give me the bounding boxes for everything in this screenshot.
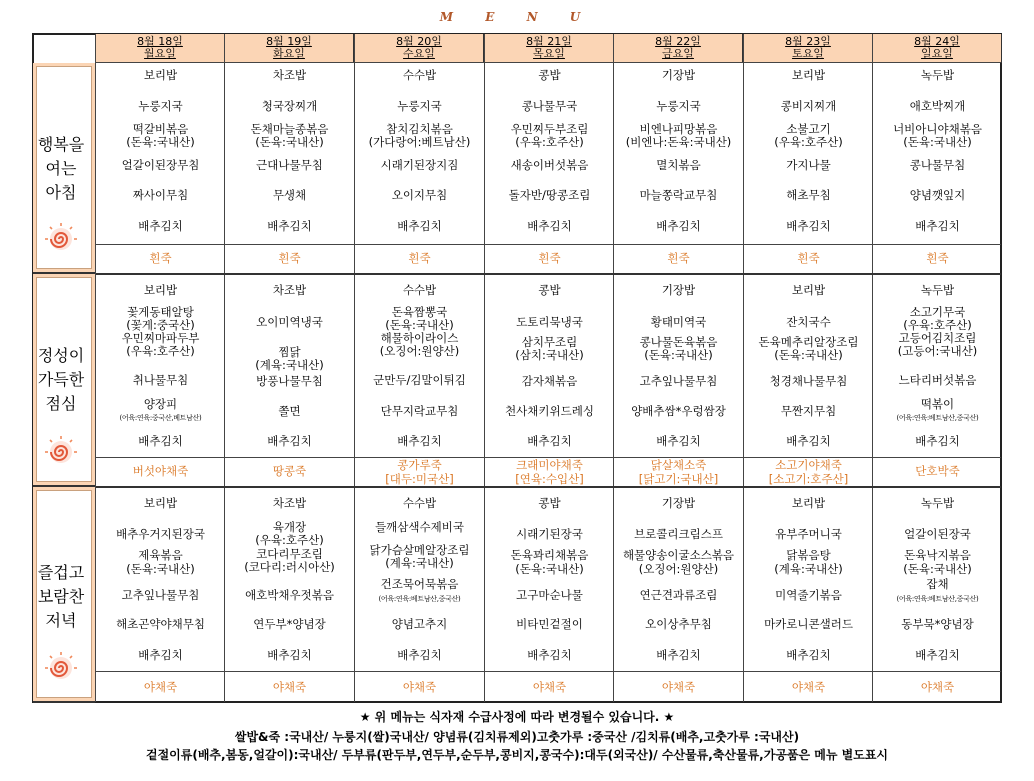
menu-item: (비엔나:돈육:국내산) xyxy=(625,135,732,149)
menu-item: 배추김치 xyxy=(527,434,572,448)
meal-section-label-line: 행복을 xyxy=(37,135,85,154)
menu-item: (꽃게:중국산) xyxy=(126,318,195,332)
day-header-cell xyxy=(614,34,743,63)
menu-item: 꽃게동태알탕 xyxy=(127,305,194,319)
change-notice: ★ 위 메뉴는 식자재 수급사정에 따라 변경될수 있습니다. ★ xyxy=(359,710,675,724)
menu-item: 콩밥 xyxy=(538,283,561,297)
menu-item: [닭고기:국내산] xyxy=(638,472,719,486)
menu-item: 누룽지국 xyxy=(656,99,701,113)
menu-item: 멸치볶음 xyxy=(656,158,701,172)
menu-item: 시래기된장지짐 xyxy=(380,158,459,172)
menu-item: 양배추쌈*우렁쌈장 xyxy=(631,404,726,418)
menu-item: 닭살채소죽 xyxy=(650,458,707,472)
menu-item: 기장밥 xyxy=(661,68,696,82)
menu-item: 야채죽 xyxy=(532,680,567,694)
menu-item: (돈육:국내산) xyxy=(126,562,195,576)
menu-item: 배추김치 xyxy=(138,648,183,662)
menu-item: 누룽지국 xyxy=(397,99,442,113)
menu-item: 고추잎나물무침 xyxy=(121,588,200,602)
menu-item: (코다리:러시아산) xyxy=(244,560,335,574)
menu-item: 잔치국수 xyxy=(786,315,831,329)
menu-item: 닭볶음탕 xyxy=(786,548,831,562)
day-date: 8월 19일 xyxy=(266,35,312,48)
menu-item: 누룽지국 xyxy=(138,99,183,113)
menu-item: 들깨삼색수제비국 xyxy=(375,520,464,534)
menu-item: 콩밥 xyxy=(538,496,561,510)
day-header-cell xyxy=(225,34,354,63)
day-date: 8월 22일 xyxy=(655,35,701,48)
menu-item: (돈육:국내산) xyxy=(644,348,713,362)
menu-item: 배추김치 xyxy=(267,434,312,448)
menu-item: 마늘쫑락교무침 xyxy=(639,188,718,202)
meal-section-label-line: 저녁 xyxy=(45,611,77,630)
menu-item: 돌자반/땅콩조림 xyxy=(508,188,591,202)
menu-item: 버섯야채죽 xyxy=(132,464,189,478)
day-date: 8월 23일 xyxy=(785,35,831,48)
menu-item: (우육:호주산) xyxy=(255,533,324,547)
menu-item: 도토리묵냉국 xyxy=(516,315,583,329)
menu-item: 얼갈이된장국 xyxy=(904,527,971,541)
menu-item: 배추김치 xyxy=(397,219,442,233)
menu-item: 해물양송이굴소스볶음 xyxy=(622,548,735,562)
meal-section-label xyxy=(33,487,95,703)
menu-item: 느타리버섯볶음 xyxy=(898,373,977,387)
menu-item: 고등어김치조림 xyxy=(898,331,977,345)
menu-item: 마카로니콘샐러드 xyxy=(764,617,853,631)
menu-item: 수수밥 xyxy=(402,496,437,510)
menu-item: 고추잎나물무침 xyxy=(639,374,718,388)
menu-item: (계육:국내산) xyxy=(774,562,843,576)
menu-item: 배추우거지된장국 xyxy=(116,527,205,541)
menu-item: 참치김치볶음 xyxy=(386,122,453,136)
menu-item: 배추김치 xyxy=(786,219,831,233)
menu-item: 가지나물 xyxy=(786,158,831,172)
day-weekday: 수요일 xyxy=(403,47,435,60)
menu-item: 무짠지무침 xyxy=(780,404,837,418)
day-date: 8월 24일 xyxy=(914,35,960,48)
menu-item: 차조밥 xyxy=(272,68,307,82)
menu-item: 수수밥 xyxy=(402,68,437,82)
menu-item: (우육:호주산) xyxy=(515,135,584,149)
menu-item: 양념깻잎지 xyxy=(909,188,966,202)
menu-item: 녹두밥 xyxy=(920,283,955,297)
menu-item: 보리밥 xyxy=(791,496,826,510)
menu-item: 흰죽 xyxy=(408,251,431,265)
menu-item: 청경채나물무침 xyxy=(769,374,848,388)
menu-item: (어육:연육:중국산,베트남산) xyxy=(119,414,202,422)
menu-item: 배추김치 xyxy=(656,434,701,448)
menu-item: 비엔나피망볶음 xyxy=(639,122,718,136)
day-date: 8월 20일 xyxy=(396,35,442,48)
sun-swirl-icon xyxy=(41,651,81,685)
menu-item: (돈육:국내산) xyxy=(515,562,584,576)
menu-item: 얼갈이된장무침 xyxy=(121,158,200,172)
day-weekday: 목요일 xyxy=(533,47,565,60)
menu-item: 배추김치 xyxy=(915,219,960,233)
menu-item: 보리밥 xyxy=(791,68,826,82)
menu-item: 돈육낙지볶음 xyxy=(904,548,971,562)
day-header-cell xyxy=(355,34,484,63)
menu-item: 새송이버섯볶음 xyxy=(510,158,589,172)
menu-item: 육개장 xyxy=(272,520,307,534)
menu-item: 우민찌마파두부 xyxy=(121,331,200,345)
menu-item: 단무지락교무침 xyxy=(380,404,459,418)
menu-item: 소고기무국 xyxy=(909,305,966,319)
menu-item: 비타민겉절이 xyxy=(516,617,583,631)
menu-item: 양념고추지 xyxy=(391,617,448,631)
menu-item: (어육:연육:베트남산,중국산) xyxy=(896,595,979,603)
menu-item: 동부묵*양념장 xyxy=(901,617,974,631)
menu-item: 돈육꽈리채볶음 xyxy=(510,548,589,562)
menu-item: 흰죽 xyxy=(149,251,172,265)
menu-item: 흰죽 xyxy=(278,251,301,265)
menu-item: (우육:호주산) xyxy=(903,318,972,332)
menu-item: 수수밥 xyxy=(402,283,437,297)
meal-section-label xyxy=(33,63,95,274)
menu-item: 시래기된장국 xyxy=(516,527,583,541)
menu-item: 브로콜리크림스프 xyxy=(634,527,723,541)
meal-section-label-line: 여는 xyxy=(45,159,77,178)
menu-item: (오징어:원양산) xyxy=(638,562,719,576)
menu-item: 보리밥 xyxy=(143,283,178,297)
menu-item: 닭가슴살메알장조림 xyxy=(369,543,470,557)
menu-item: 배추김치 xyxy=(267,648,312,662)
menu-item: 배추김치 xyxy=(397,434,442,448)
menu-item: 떡볶이 xyxy=(920,397,955,411)
menu-item: 오이미역냉국 xyxy=(256,315,323,329)
menu-item: 배추김치 xyxy=(786,648,831,662)
menu-item: 배추김치 xyxy=(915,434,960,448)
menu-item: 건조묵어묵볶음 xyxy=(380,577,459,591)
section-divider xyxy=(96,273,1001,275)
menu-item: 연근견과류조림 xyxy=(639,588,718,602)
menu-item: (오징어:원양산) xyxy=(379,344,460,358)
menu-item: (돈육:국내산) xyxy=(903,562,972,576)
menu-item: 감자채볶음 xyxy=(521,374,578,388)
menu-item: 단호박죽 xyxy=(915,464,960,478)
menu-item: [소고기:호주산] xyxy=(768,472,849,486)
menu-item: 야채죽 xyxy=(791,680,826,694)
menu-item: 야채죽 xyxy=(272,680,307,694)
menu-item: 근대나물무침 xyxy=(256,158,323,172)
menu-item: 삼치무조림 xyxy=(521,335,578,349)
section-divider xyxy=(96,486,1001,488)
menu-item: 콩나물무국 xyxy=(521,99,578,113)
sun-swirl-icon xyxy=(41,435,81,469)
menu-item: 배추김치 xyxy=(138,434,183,448)
menu-item: 배추김치 xyxy=(527,219,572,233)
menu-item: 녹두밥 xyxy=(920,496,955,510)
menu-item: 천사채키위드레싱 xyxy=(505,404,594,418)
menu-item: 배추김치 xyxy=(527,648,572,662)
menu-item: 크래미야채죽 xyxy=(516,458,583,472)
menu-item: 기장밥 xyxy=(661,283,696,297)
menu-item: 연두부*양념장 xyxy=(253,617,326,631)
menu-item: 콩나물돈육볶음 xyxy=(639,335,718,349)
day-weekday: 금요일 xyxy=(662,47,694,60)
menu-item: 배추김치 xyxy=(786,434,831,448)
origin-info-2: 겉절이류(배추,봄동,얼갈이):국내산/ 두부류(판두부,연두부,순두부,콩비지,콩국수):대두(외국산)/ 수산물류,축산물류,가공품은 메뉴 별도표시 xyxy=(145,748,888,762)
menu-item: (돈육:국내산) xyxy=(255,135,324,149)
menu-item: (우육:호주산) xyxy=(126,344,195,358)
menu-item: 콩가루죽 xyxy=(397,458,442,472)
menu-item: (어육:연육:베트남산,중국산) xyxy=(896,414,979,422)
menu-item: 무생채 xyxy=(272,188,307,202)
menu-item: (가다랑어:베트남산) xyxy=(368,135,471,149)
sun-swirl-icon xyxy=(41,222,81,256)
meal-section-label-line: 보람찬 xyxy=(37,587,85,606)
menu-title: M E N U xyxy=(439,10,595,24)
day-header-row xyxy=(96,34,1001,63)
day-header-cell xyxy=(744,34,873,63)
origin-info-1: 쌀밥&죽 :국내산/ 누룽지(쌀)국내산/ 양념류(김치류제외)고춧가루 :중국산 /김치류(배추,고춧가루 :국내산) xyxy=(234,730,800,744)
menu-item: 취나물무침 xyxy=(132,373,189,387)
menu-item: 소고기야채죽 xyxy=(775,458,842,472)
menu-item: 배추김치 xyxy=(138,219,183,233)
menu-item: 방풍나물무침 xyxy=(256,374,323,388)
menu-item: 땅콩죽 xyxy=(272,464,307,478)
menu-item: 차조밥 xyxy=(272,496,307,510)
menu-item: 콩비지찌개 xyxy=(780,99,837,113)
menu-item: 보리밥 xyxy=(143,496,178,510)
day-header-cell xyxy=(96,34,225,63)
menu-item: 해물하이라이스 xyxy=(380,331,459,345)
menu-item: 잡채 xyxy=(926,577,949,591)
meal-section-label-line: 정성이 xyxy=(37,346,85,365)
menu-item: 녹두밥 xyxy=(920,68,955,82)
menu-item: (삼치:국내산) xyxy=(515,348,584,362)
menu-item: (고등어:국내산) xyxy=(897,344,978,358)
menu-item: 돈육메추리알장조림 xyxy=(758,335,859,349)
menu-item: (돈육:국내산) xyxy=(903,135,972,149)
menu-item: [대두:미국산] xyxy=(385,472,454,486)
day-weekday: 일요일 xyxy=(921,47,953,60)
day-weekday: 토요일 xyxy=(792,47,824,60)
menu-item: 소불고기 xyxy=(786,122,831,136)
menu-item: 배추김치 xyxy=(915,648,960,662)
menu-item: 야채죽 xyxy=(402,680,437,694)
menu-item: 오이지무침 xyxy=(391,188,448,202)
menu-item: 쫄면 xyxy=(278,404,301,418)
menu-item: 기장밥 xyxy=(661,496,696,510)
menu-item: 양장피 xyxy=(143,397,178,411)
menu-item: 애호박찌개 xyxy=(909,99,966,113)
row-divider xyxy=(96,62,1001,63)
menu-item: 해초곤약야채무침 xyxy=(116,617,205,631)
day-header-cell xyxy=(485,34,614,63)
menu-item: (우육:호주산) xyxy=(774,135,843,149)
menu-item: 떡갈비볶음 xyxy=(132,122,189,136)
day-date: 8월 21일 xyxy=(526,35,572,48)
menu-item: 고구마순나물 xyxy=(516,588,583,602)
menu-item: (돈육:국내산) xyxy=(385,318,454,332)
menu-item: 유부주머니국 xyxy=(775,527,842,541)
menu-item: 차조밥 xyxy=(272,283,307,297)
menu-item: 제육볶음 xyxy=(138,548,183,562)
menu-item: (돈육:국내산) xyxy=(774,348,843,362)
menu-item: 군만두/김말이튀김 xyxy=(373,373,466,387)
menu-item: 우민찌두부조림 xyxy=(510,122,589,136)
menu-item: 배추김치 xyxy=(267,219,312,233)
menu-item: 오이상추무침 xyxy=(645,617,712,631)
menu-item: 돈육짬뽕국 xyxy=(391,305,448,319)
menu-item: 흰죽 xyxy=(538,251,561,265)
meal-section-label-line: 점심 xyxy=(45,394,77,413)
menu-item: 청국장찌개 xyxy=(261,99,318,113)
menu-item: 애호박채우젓볶음 xyxy=(245,588,334,602)
day-date: 8월 18일 xyxy=(137,35,183,48)
meal-section-label xyxy=(33,274,95,487)
menu-item: 짜사이무침 xyxy=(132,188,189,202)
menu-item: 흰죽 xyxy=(926,251,949,265)
menu-item: 야채죽 xyxy=(661,680,696,694)
day-weekday: 월요일 xyxy=(144,47,176,60)
menu-item: 야채죽 xyxy=(920,680,955,694)
menu-item: 황태미역국 xyxy=(650,315,707,329)
day-weekday: 화요일 xyxy=(273,47,305,60)
menu-item: 보리밥 xyxy=(791,283,826,297)
menu-item: (계육:국내산) xyxy=(255,358,324,372)
menu-item: 흰죽 xyxy=(667,251,690,265)
row-divider xyxy=(96,671,1001,672)
menu-item: 돈채마늘종볶음 xyxy=(250,122,329,136)
menu-item: 너비아니야채볶음 xyxy=(893,122,982,136)
meal-section-label-line: 즐겁고 xyxy=(37,563,85,582)
menu-item: 야채죽 xyxy=(143,680,178,694)
menu-item: 코다리무조림 xyxy=(256,547,323,561)
menu-item: (계육:국내산) xyxy=(385,556,454,570)
menu-item: 콩나물무침 xyxy=(909,158,966,172)
menu-item: [연육:수입산] xyxy=(515,472,584,486)
day-header-cell xyxy=(873,34,1002,63)
menu-item: 보리밥 xyxy=(143,68,178,82)
menu-item: 찜닭 xyxy=(278,345,301,359)
menu-item: (어육:연육:베트남산,중국산) xyxy=(378,595,461,603)
menu-item: 배추김치 xyxy=(397,648,442,662)
row-divider xyxy=(96,244,1001,245)
menu-item: 흰죽 xyxy=(797,251,820,265)
menu-item: 미역줄기볶음 xyxy=(775,588,842,602)
meal-section-label-line: 가득한 xyxy=(37,370,85,389)
menu-item: 콩밥 xyxy=(538,68,561,82)
meal-section-label-line: 아침 xyxy=(45,183,77,202)
menu-item: 해초무침 xyxy=(786,188,831,202)
menu-item: (돈육:국내산) xyxy=(126,135,195,149)
menu-item: 배추김치 xyxy=(656,648,701,662)
menu-item: 배추김치 xyxy=(656,219,701,233)
